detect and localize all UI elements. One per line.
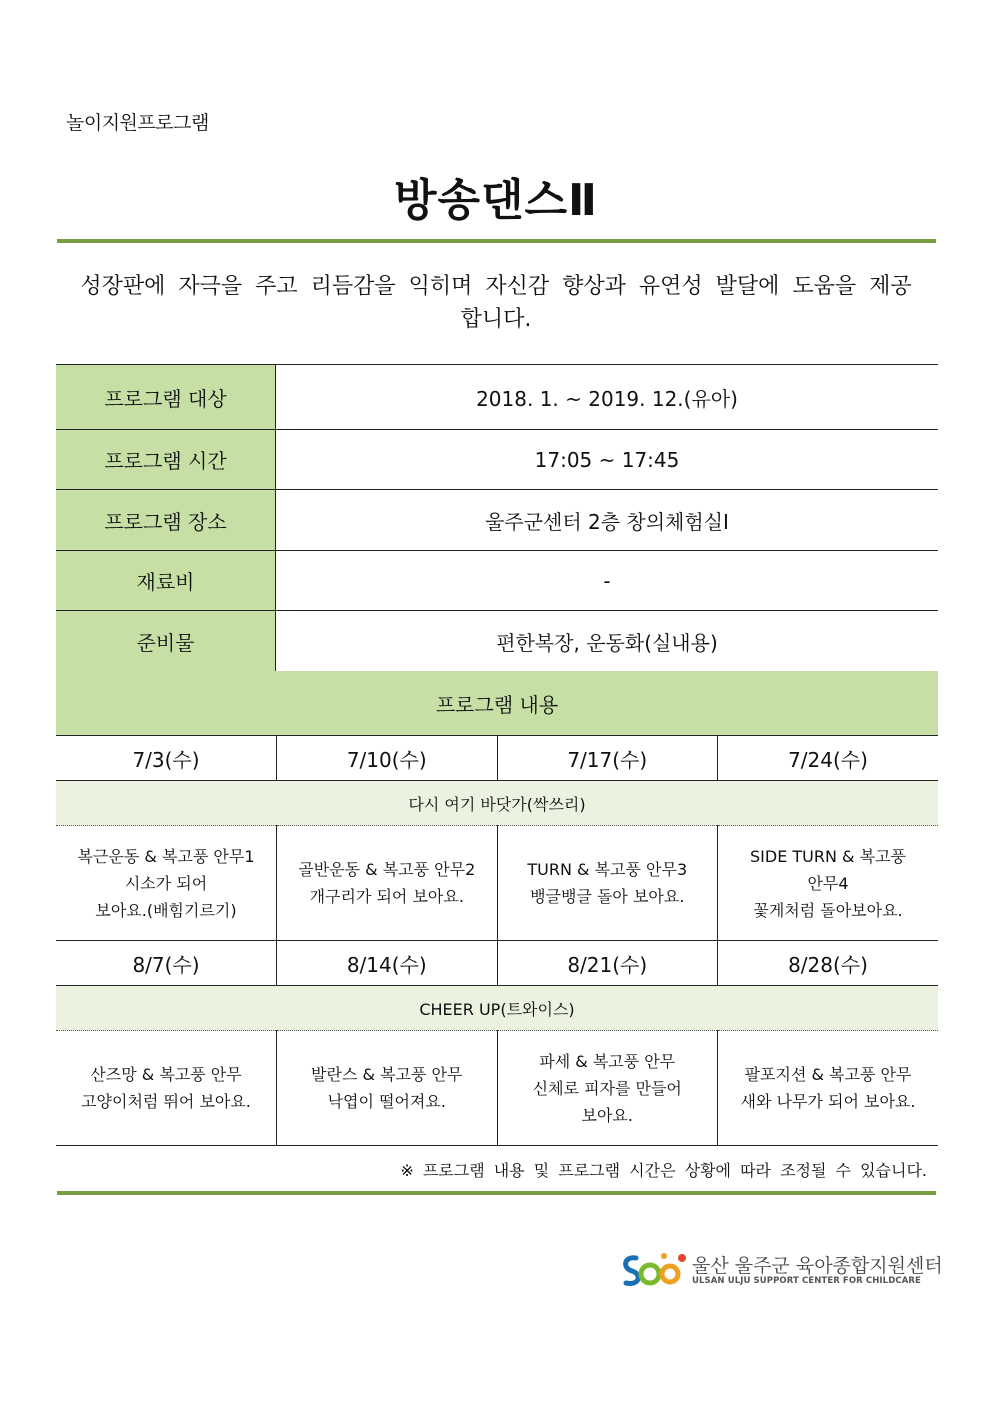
activity-line: 꽃게처럼 돌아보아요. [753,900,903,920]
activity-line: 보아요.(배힘기르기) [95,900,237,920]
activity-line: TURN & 복고풍 안무3 [527,860,688,879]
info-row-target [56,365,938,430]
session-date: 7/10(수) [277,736,498,781]
date-row [56,736,938,781]
theme-row [56,986,938,1031]
footer-logo [620,1250,943,1292]
session-date: 8/14(수) [277,941,498,986]
program-info-table [56,364,938,672]
activity-cell [56,826,277,941]
activity-line: 뱅글뱅글 돌아 보아요. [530,887,685,906]
activity-cell [718,826,939,941]
info-row-time [56,430,938,490]
top-divider [57,239,936,243]
date-row [56,941,938,986]
activity-line: SIDE TURN & 복고풍 [750,846,906,866]
session-date: 8/7(수) [56,941,277,986]
activity-line: 낙엽이 떨어져요. [327,1092,446,1111]
song-theme: 다시 여기 바닷가(싹쓰리) [56,781,938,826]
activity-line: 개구리가 되어 보아요. [309,887,464,906]
activity-line: 발란스 & 복고풍 안무 [311,1065,463,1084]
activity-line: 팔포지션 & 복고풍 안무 [744,1065,912,1084]
info-value: 17:05 ~ 17:45 [276,430,939,490]
info-label: 프로그램 대상 [56,365,276,430]
info-label: 재료비 [56,551,276,611]
activity-row [56,1031,938,1146]
info-row-supplies [56,611,938,672]
activity-line: 산즈망 & 복고풍 안무 [90,1065,242,1084]
activity-line: 신체로 피자를 만들어 [532,1078,682,1098]
activity-cell [277,826,498,941]
page-title: 방송댄스Ⅱ [394,175,598,226]
org-name-korean: 울산 울주군 육아종합지원센터 [692,1255,943,1277]
activity-cell [277,1031,498,1146]
info-value: 편한복장, 운동화(실내용) [276,611,939,672]
info-row-fee [56,551,938,611]
session-date: 8/28(수) [718,941,939,986]
activity-line: 시소가 되어 [124,873,208,893]
info-label: 프로그램 시간 [56,430,276,490]
theme-row [56,781,938,826]
org-name-english: ULSAN ULJU SUPPORT CENTER FOR CHILDCARE [692,1276,921,1286]
session-date: 7/17(수) [497,736,718,781]
program-description: 성장판에 자극을 주고 리듬감을 익히며 자신감 향상과 유연성 발달에 도움을 제공합니다. [80,274,912,332]
activity-line: 보아요. [581,1105,633,1125]
activity-line: 파세 & 복고풍 안무 [539,1051,676,1071]
activity-cell [497,826,718,941]
session-date: 7/3(수) [56,736,277,781]
activity-cell [718,1031,939,1146]
activity-cell [56,1031,277,1146]
info-label: 프로그램 장소 [56,490,276,551]
info-value: 울주군센터 2층 창의체험실Ⅰ [276,490,939,551]
schedule-table [56,671,938,1146]
activity-line: 고양이처럼 뛰어 보아요. [81,1092,251,1111]
bottom-divider [57,1191,936,1195]
activity-cell [497,1031,718,1146]
info-label: 준비물 [56,611,276,672]
info-value: 2018. 1. ~ 2019. 12.(유아) [276,365,939,430]
info-row-place [56,490,938,551]
center-logo-icon [620,1250,690,1292]
activity-line: 복근운동 & 복고풍 안무1 [77,846,255,866]
activity-line: 새와 나무가 되어 보아요. [740,1092,916,1111]
info-value: - [276,551,939,611]
category-label: 놀이지원프로그램 [66,112,209,134]
activity-line: 안무4 [807,873,849,893]
session-date: 8/21(수) [497,941,718,986]
song-theme: CHEER UP(트와이스) [56,986,938,1031]
activity-line: 골반운동 & 복고풍 안무2 [298,860,476,879]
activity-row [56,826,938,941]
schedule-header: 프로그램 내용 [56,671,938,736]
session-date: 7/24(수) [718,736,939,781]
notice-text: ※ 프로그램 내용 및 프로그램 시간은 상황에 따라 조정될 수 있습니다. [400,1161,927,1180]
schedule-header-row [56,671,938,736]
